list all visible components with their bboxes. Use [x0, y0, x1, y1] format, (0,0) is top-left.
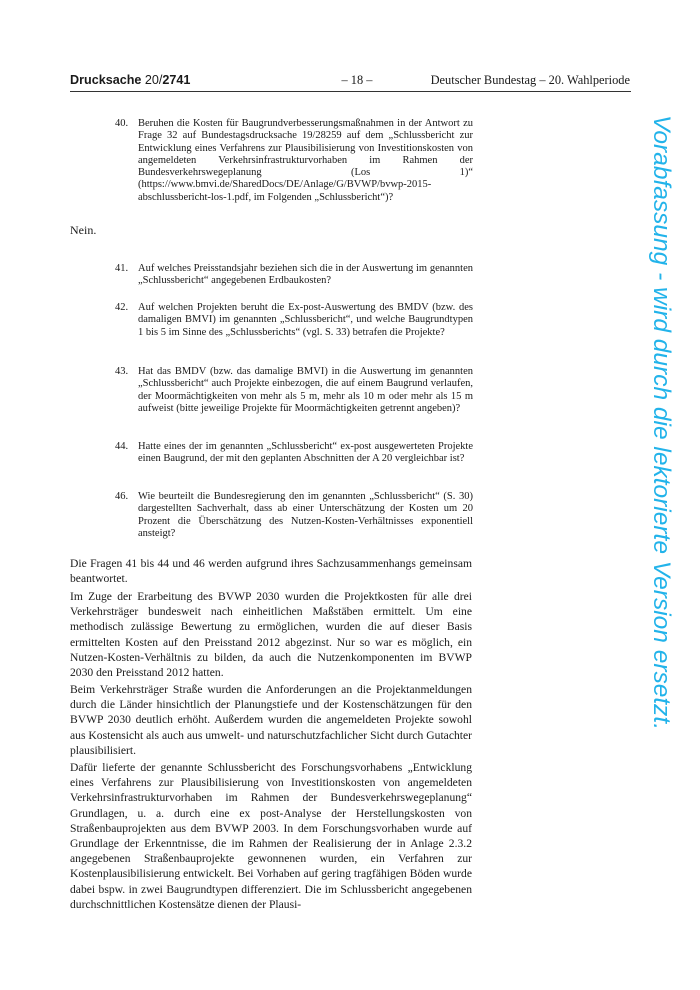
page-header [70, 72, 630, 88]
question-44: 44. Hatte eines der im genannten „Schlussbericht“ ex-post ausgewerteten Projekte einen Baugrund, der mit den geplanten Abschnitten der A 20 vergleichbar ist? [115, 441, 473, 465]
question-40: 40. Beruhen die Kosten für Baugrundverbesserungsmaßnahmen in der Antwort zu Frage 32 auf Bundestagsdrucksache 19/28259 auf dem „Schlussbericht zur Entwicklung eines Verfahrens zur Plausibilisierung von Investitionskosten von angemeldeten Verkehrsinfrastrukturvorhaben im Rahmen der Bundesverkehrswegeplanung (Los 1)“ (https://www.bmvi.de/SharedDocs/DE/Anlage/G/BVWP/bvwp-2015-abschlussbericht-los-1.pdf, im Folgenden „Schlussbericht“)? [115, 118, 473, 203]
header-rule [70, 91, 631, 92]
answer-paragraph: Die Fragen 41 bis 44 und 46 werden aufgrund ihres Sachzusammenhangs gemeinsam beantwortet. [70, 557, 472, 586]
draft-watermark: Vorabfassung - wird durch die lektorierte Version ersetzt. [648, 115, 675, 731]
question-42: 42. Auf welchen Projekten beruht die Ex-post-Auswertung des BMDV (bzw. des damaligen BMVI) im genannten „Schlussbericht“, und welche Baugrundtypen 1 bis 5 im Sinne des „Schlussberichts“ (vgl. S. 33) betrafen die Projekte? [115, 302, 473, 338]
document-number: Drucksache 20/2741 [70, 73, 191, 87]
answer-paragraph: Dafür lieferte der genannte Schlussbericht des Forschungsvorhabens „Entwicklung eines Verfahrens zur Plausibilisierung von Investitionskosten von angemeldeten Verkehrsinfrastrukturvorhaben im Rahmen der Bundesverkehrswegeplanung“ Grundlagen, u. a. durch eine ex post-Analyse der Herstellungskosten von Straßenbauprojekten aus dem BVWP 2003. In dem Forschungsvorhaben wurde auf Grundlage der Erkenntnisse, die im Rahmen der Realisierung der in Anlage 2.3.2 angegebenen Straßenbauprojekte gewonnenen wurden, ein Verfahren zur Kostenplausibilisierung entwickelt. Bei Vorhaben auf gering tragfähigen Böden wurde dabei bspw. in zwei Baugrundtypen differenziert. Die im Schlussbericht angegebenen durchschnittlichen Kostensätze dienen der Plausi- [70, 761, 472, 911]
answer-paragraph: Beim Verkehrsträger Straße wurden die Anforderungen an die Projektanmeldungen durch die Länder hinsichtlich der Planungstiefe und der Kostenschätzungen für den BVWP 2030 deutlich erhöht. Außerdem wurden die angemeldeten Projekte sowohl aus Kostensicht als auch aus umwelt- und naturschutzfachlicher Sicht durch Gutachter plausibilisiert. [70, 683, 472, 757]
question-41: 41. Auf welches Preisstandsjahr beziehen sich die in der Auswertung im genannten „Schlussbericht“ angegebenen Erdbaukosten? [115, 263, 473, 287]
answer-40: Nein. [70, 223, 97, 237]
answer-paragraph: Im Zuge der Erarbeitung des BVWP 2030 wurden die Projektkosten für alle drei Verkehrsträger bundesweit nach einheitlichen Maßstäben ermittelt. Um eine methodisch zulässige Bewertung zu ermöglichen, wurden die auf dieser Basis ermittelten Kosten auf den Preisstand 2012 abgezinst. Nur so war es möglich, ein Nutzen-Kosten-Verhältnis zu bilden, da auch die Nutzenkomponenten im BVWP 2030 den Preisstand 2012 hatten. [70, 590, 472, 680]
question-43: 43. Hat das BMDV (bzw. das damalige BMVI) in die Auswertung im genannten „Schlussbericht“ auch Projekte einbezogen, die auf einem Baugrund verlaufen, der Moormächtigkeiten von mehr als 5 m, mehr als 10 m oder mehr als 15 m aufweist (bitte jeweilige Projekte für Moormächtigkeiten getrennt angeben)? [115, 366, 473, 414]
publisher: Deutscher Bundestag – 20. Wahlperiode [430, 73, 630, 87]
page-number: – 18 – [341, 73, 373, 87]
question-46: 46. Wie beurteilt die Bundesregierung den im genannten „Schlussbericht“ (S. 30) dargestellten Sachverhalt, dass ab einer Unterschätzung der Kosten um 20 Prozent die Überschätzung des Nutzen-Kosten-Verhältnisses exponentiell ansteigt? [115, 491, 473, 539]
